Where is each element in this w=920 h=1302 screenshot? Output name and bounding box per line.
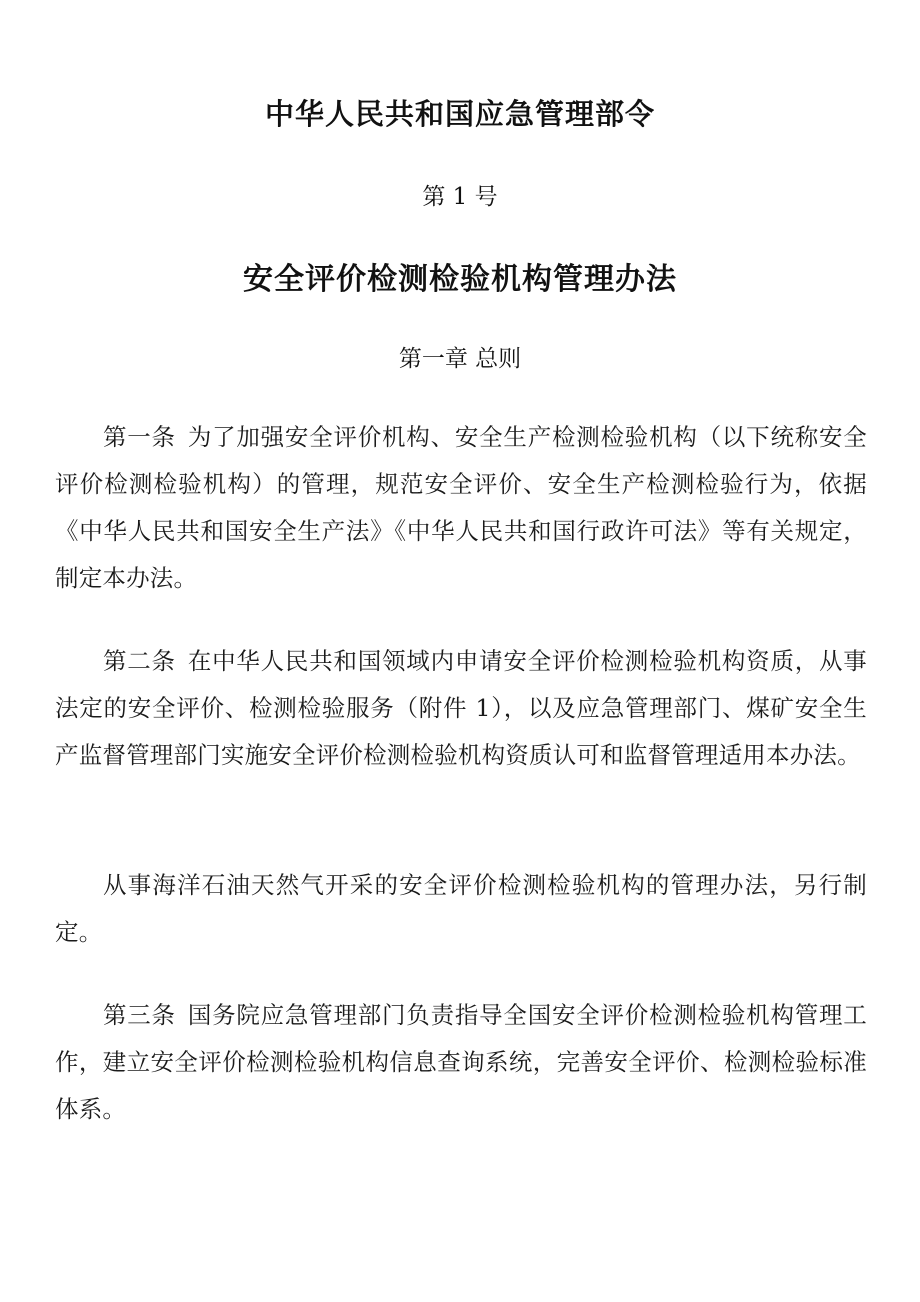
article-3-paragraph: [55, 992, 867, 1133]
article-label: 第一条: [103, 423, 176, 451]
chapter-heading: 第一章 总则: [398, 346, 522, 372]
article-2-supplement-paragraph: [55, 862, 867, 956]
article-2-paragraph: [55, 638, 867, 779]
article-label: 第三条: [103, 1001, 176, 1029]
article-label: 第二条: [103, 647, 176, 675]
regulation-title: 安全评价检测检验机构管理办法: [243, 262, 677, 297]
article-text: 为了加强安全评价机构、安全生产检测检验机构（以下统称安全评价检测检验机构）的管理，规范安全评价、安全生产检测检验行为，依据《中华人民共和国安全生产法》《中华人民共和国行政许可法》等有关规定，制定本办法。: [55, 423, 867, 592]
ministry-order-title: 中华人民共和国应急管理部令: [264, 97, 655, 131]
article-1-paragraph: [55, 414, 867, 602]
article-text: 在中华人民共和国领域内申请安全评价检测检验机构资质，从事法定的安全评价、检测检验服务（附件 1），以及应急管理部门、煤矿安全生产监督管理部门实施安全评价检测检验机构资质认可和监督管理适用本办法。: [55, 647, 867, 769]
article-text: 国务院应急管理部门负责指导全国安全评价检测检验机构管理工作，建立安全评价检测检验机构信息查询系统，完善安全评价、检测检验标准体系。: [55, 1001, 867, 1123]
article-text: 从事海洋石油天然气开采的安全评价检测检验机构的管理办法，另行制定。: [55, 871, 867, 946]
order-number: 第 1 号: [422, 184, 498, 210]
